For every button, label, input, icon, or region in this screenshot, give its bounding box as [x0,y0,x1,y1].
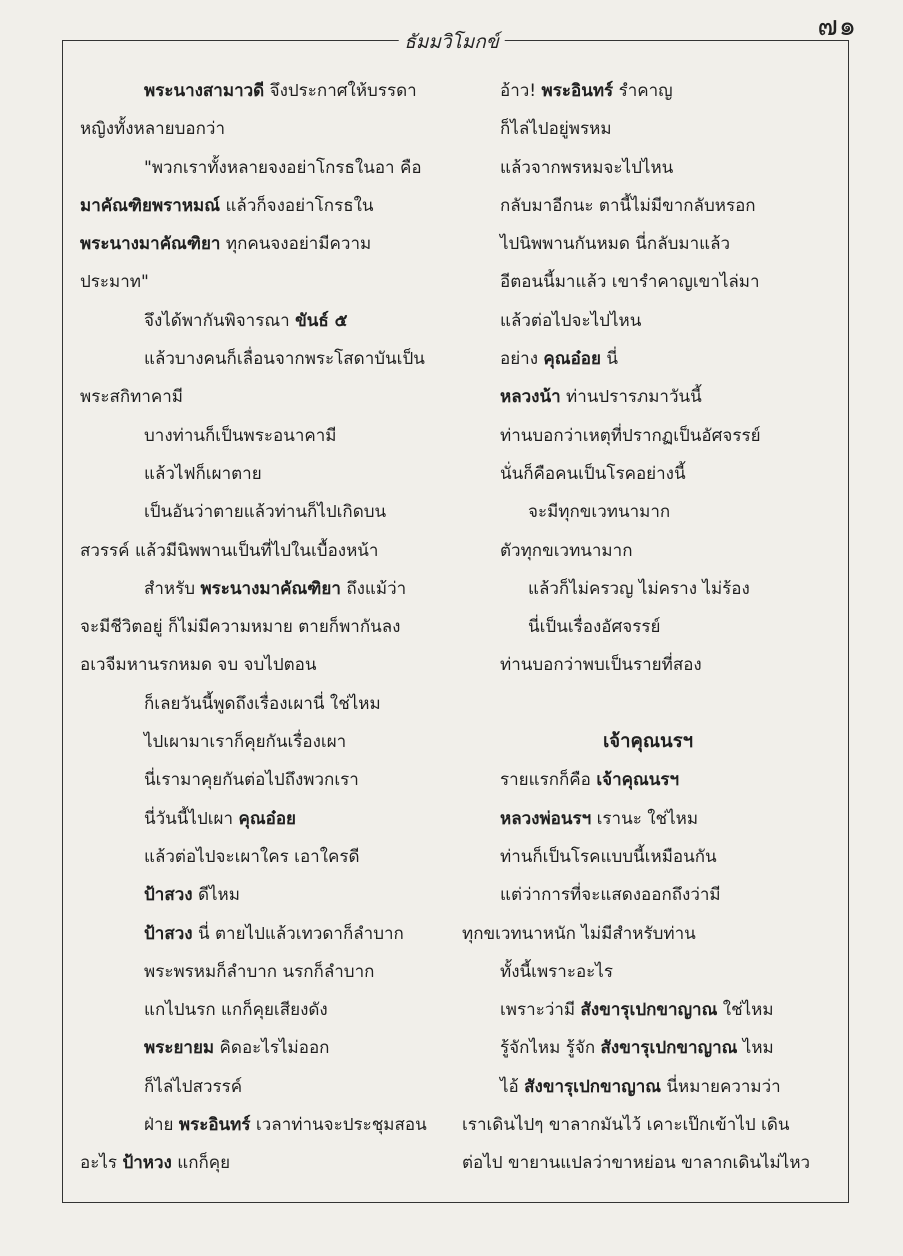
text-line [462,72,834,110]
text-segment: เป็นอันว่าตายแล้วท่านก็ไปเกิดบน [144,502,387,523]
text-segment: สวรรค์ แล้วมีนิพพานเป็นที่ไปในเบื้องหน้า [80,540,379,561]
text-segment: นี่วันนี้ไปเผา [144,808,239,829]
text-line [80,417,442,455]
text-line [80,838,442,876]
text-line [80,646,442,684]
text-segment: แล้วต่อไปจะเผาใคร เอาใครดี [144,846,360,867]
text-line [80,876,442,914]
text-line [80,302,442,340]
text-segment: หญิงทั้งหลายบอกว่า [80,119,226,140]
right-column [462,72,834,1183]
bold-term: ป้าหวง [122,1153,172,1174]
bold-term: พระนางสามาวดี [144,81,265,101]
section-heading [462,723,834,761]
text-line [462,417,834,455]
text-segment: ไอ้ [500,1076,525,1097]
text-line [80,761,442,799]
text-segment: รู้จักไหม รู้จัก [500,1038,601,1059]
text-segment: ก็ไล่ไปอยู่พรหม [500,119,612,140]
text-segment: นี่ ตายไปแล้วเทวดาก็ลำบาก [192,923,404,944]
text-segment: "พวกเราทั้งหลายจงอย่าโกรธในอา คือ [144,157,422,178]
text-segment: เวลาท่านจะประชุมสอน [250,1115,427,1136]
bold-term: สังขารุเปกขาญาณ [600,1038,738,1059]
text-segment: แล้วไฟก็เผาตาย [144,463,262,484]
text-line [462,800,834,838]
text-line [462,149,834,187]
page-number: ๗๑ [817,11,857,42]
text-segment: ดีไหม [192,885,240,906]
text-segment: นี่เรามาคุยกันต่อไปถึงพวกเรา [144,770,359,791]
text-line [462,876,834,914]
text-segment: แล้วก็จงอย่าโกรธใน [220,195,374,216]
text-line [462,608,834,646]
text-segment: นั่นก็คือคนเป็นโรคอย่างนี้ [500,463,686,484]
text-segment: นี่เป็นเรื่องอัศจรรย์ [528,617,661,638]
text-segment: ก็ไล่ไปสวรรค์ [144,1076,243,1097]
text-line [80,225,442,263]
text-segment: บางท่านก็เป็นพระอนาคามี [144,425,337,446]
text-line [80,1106,442,1144]
text-line [462,915,834,953]
text-line [80,991,442,1029]
text-line [462,570,834,608]
bold-term: คุณอ๋อย [238,808,297,829]
text-segment: จะมีทุกขเวทนามาก [528,502,671,523]
text-line [80,493,442,531]
text-segment: กลับมาอีกนะ ตานี้ไม่มีขากลับหรอก [500,195,756,216]
text-line [80,1144,442,1182]
text-segment: ไปนิพพานกันหมด นี่กลับมาแล้ว [500,234,731,255]
bold-term: ขันธ์ ๕ [295,310,348,331]
bold-term: พระนางมาคัณฑิยา [80,234,221,255]
text-segment: จะมีชีวิตอยู่ ก็ไม่มีความหมาย ตายก็พากันลง [80,617,401,638]
text-segment: ฝ่าย [144,1115,179,1136]
text-line [80,608,442,646]
text-segment: จึงได้พากันพิจารณา [144,310,296,331]
bold-term: ป้าสวง [144,923,193,944]
text-segment: อะไร [80,1153,123,1174]
bold-term: คุณอ๋อย [543,349,601,370]
text-line [462,225,834,263]
text-line [462,838,834,876]
bold-term: หลวงน้า [500,387,561,408]
text-line [80,263,442,301]
bold-term: พระนางมาคัณฑิยา [200,578,341,599]
text-segment: เราเดินไปๆ ขาลากมันไว้ เคาะเป๊กเข้าไป เดิน [462,1115,790,1136]
text-segment: ใช่ไหม [717,1000,774,1021]
bold-term: พระอินทร์ [178,1115,251,1136]
text-segment: อเวจีมหานรกหมด จบ จบไปตอน [80,655,317,676]
text-line [80,149,442,187]
bold-term: มาคัณฑิยพราหมณ์ [80,195,221,216]
text-segment: แล้วต่อไปจะไปไหน [500,310,642,331]
text-line [462,455,834,493]
text-segment: ถึงแม้ว่า [340,578,407,599]
text-segment: อีตอนนี้มาแล้ว เขารำคาญเขาไล่มา [500,272,760,293]
bold-term: เจ้าคุณนรฯ [602,731,694,753]
text-segment: ท่านก็เป็นโรคแบบนี้เหมือนกัน [500,846,717,867]
text-line [462,953,834,991]
text-segment: อย่าง [500,349,544,370]
text-line [80,800,442,838]
text-line [462,1144,834,1182]
text-segment: ตัวทุกขเวทนามาก [500,540,633,561]
text-line [80,723,442,761]
text-line [462,646,834,684]
text-segment: ทั้งนี้เพราะอะไร [500,961,613,982]
text-segment: แล้วบางคนก็เลื่อนจากพระโสดาบันเป็น [144,349,425,370]
text-segment: พระสกิทาคามี [80,387,184,408]
text-segment: อ้าว! [500,81,542,101]
text-line [462,378,834,416]
text-line [462,340,834,378]
text-segment: ท่านบอกว่าเหตุที่ปรากฏเป็นอัศจรรย์ [500,425,761,446]
text-segment: นี่ [600,349,618,370]
text-segment: ประมาท" [80,272,149,293]
text-line [80,953,442,991]
bold-term: ป้าสวง [144,885,193,906]
text-line [80,187,442,225]
text-segment: ทุกขเวทนาหนัก ไม่มีสำหรับท่าน [462,923,696,944]
text-line [462,187,834,225]
running-header-title: ธัมมวิโมกข์ [398,27,505,57]
text-segment: สำหรับ [144,578,201,599]
text-segment: ก็เลยวันนี้พูดถึงเรื่องเผานี่ ใช่ไหม [144,693,381,714]
text-segment: แกก็คุย [171,1153,231,1174]
bold-term: สังขารุเปกขาญาณ [524,1076,662,1097]
text-segment: เรานะ ใช่ไหม [591,808,699,829]
left-column [80,72,442,1183]
text-line [80,685,442,723]
text-line [462,1029,834,1067]
text-segment: ต่อไป ขายานแปลว่าขาหย่อน ขาลากเดินไม่ไหว [462,1153,811,1174]
text-segment: ท่านบอกว่าพบเป็นรายที่สอง [500,655,702,676]
text-line [462,110,834,148]
text-segment: ทุกคนจงอย่ามีความ [220,234,372,255]
text-line [80,378,442,416]
text-line [80,455,442,493]
text-segment: รายแรกก็คือ [500,770,597,791]
text-line [462,263,834,301]
text-line [462,1106,834,1144]
text-line [462,685,834,723]
text-segment: แล้วก็ไม่ครวญ ไม่คราง ไม่ร้อง [528,578,750,599]
text-line [462,493,834,531]
text-line [462,532,834,570]
text-segment: ไปเผามาเราก็คุยกันเรื่องเผา [144,732,347,753]
text-segment: แกไปนรก แกก็คุยเสียงดัง [144,1000,328,1021]
text-line [462,1068,834,1106]
text-line [80,110,442,148]
bold-term: เจ้าคุณนรฯ [596,770,680,791]
text-segment: แล้วจากพรหมจะไปไหน [500,157,674,178]
text-line [80,915,442,953]
text-line [462,991,834,1029]
text-line [80,72,442,110]
bold-term: หลวงพ่อนรฯ [500,808,592,829]
text-segment: ท่านปรารภมาวันนี้ [560,387,702,408]
bold-term: พระยายม [144,1038,215,1059]
text-segment: พระพรหมก็ลำบาก นรกก็ลำบาก [144,961,375,982]
text-segment: แต่ว่าการที่จะแสดงออกถึงว่ามี [500,885,721,906]
text-line [80,1068,442,1106]
text-segment: รำคาญ [613,81,673,101]
text-line [80,1029,442,1067]
text-segment: นี่หมายความว่า [661,1076,781,1097]
text-line [462,761,834,799]
bold-term: สังขารุเปกขาญาณ [580,1000,718,1021]
text-segment: จึงประกาศให้บรรดา [264,81,417,101]
text-line [80,340,442,378]
text-segment: ไหม [737,1038,774,1059]
bold-term: พระอินทร์ [541,81,614,101]
text-line [80,532,442,570]
text-segment: คิดอะไรไม่ออก [214,1038,330,1059]
text-line [80,570,442,608]
text-segment: เพราะว่ามี [500,1000,581,1021]
text-line [462,302,834,340]
